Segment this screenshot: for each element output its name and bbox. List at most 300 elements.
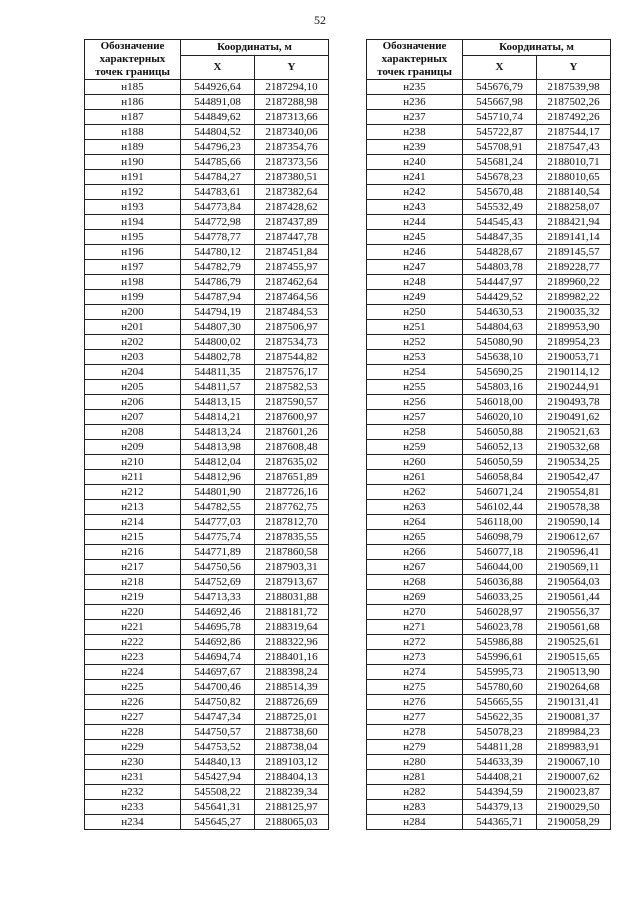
x-coordinate-cell: 545678,23 (463, 170, 537, 185)
x-coordinate-cell: 546028,97 (463, 605, 537, 620)
x-coordinate-cell: 545427,94 (181, 770, 255, 785)
y-coordinate-cell: 2190590,14 (537, 515, 611, 530)
point-name-cell: н269 (367, 590, 463, 605)
table-row (85, 290, 329, 305)
x-coordinate-cell: 544784,27 (181, 170, 255, 185)
y-coordinate-cell: 2190513,90 (537, 665, 611, 680)
x-coordinate-cell: 544692,46 (181, 605, 255, 620)
y-header: Y (537, 55, 611, 79)
point-name-cell: н192 (85, 185, 181, 200)
x-header: X (463, 55, 537, 79)
table-row (367, 275, 611, 290)
table-row (85, 590, 329, 605)
y-coordinate-cell: 2187382,64 (255, 185, 329, 200)
y-coordinate-cell: 2189145,57 (537, 245, 611, 260)
point-name-cell: н266 (367, 545, 463, 560)
point-name-cell: н206 (85, 395, 181, 410)
x-coordinate-cell: 544772,98 (181, 215, 255, 230)
y-coordinate-cell: 2188010,65 (537, 170, 611, 185)
table-row (85, 95, 329, 110)
x-coordinate-cell: 544813,98 (181, 440, 255, 455)
x-coordinate-cell: 546098,79 (463, 530, 537, 545)
table-row (85, 395, 329, 410)
y-coordinate-cell: 2187913,67 (255, 575, 329, 590)
table-row (367, 755, 611, 770)
point-name-cell: н231 (85, 770, 181, 785)
table-row (367, 260, 611, 275)
table-row (367, 95, 611, 110)
y-coordinate-cell: 2190244,91 (537, 380, 611, 395)
point-name-cell: н203 (85, 350, 181, 365)
x-coordinate-cell: 544697,67 (181, 665, 255, 680)
y-coordinate-cell: 2190532,68 (537, 440, 611, 455)
point-name-cell: н208 (85, 425, 181, 440)
table-row (85, 500, 329, 515)
y-coordinate-cell: 2187635,02 (255, 455, 329, 470)
y-header: Y (255, 55, 329, 79)
y-coordinate-cell: 2187462,64 (255, 275, 329, 290)
x-coordinate-cell: 546023,78 (463, 620, 537, 635)
x-header: X (181, 55, 255, 79)
table-row (367, 215, 611, 230)
x-coordinate-cell: 544747,34 (181, 710, 255, 725)
table-row (85, 230, 329, 245)
point-name-cell: н251 (367, 320, 463, 335)
y-coordinate-cell: 2187544,82 (255, 350, 329, 365)
point-name-cell: н185 (85, 80, 181, 95)
x-coordinate-cell: 544545,43 (463, 215, 537, 230)
table-row (85, 155, 329, 170)
table-row (85, 365, 329, 380)
x-coordinate-cell: 544840,13 (181, 755, 255, 770)
coordinates-header: Координаты, м (463, 40, 611, 56)
y-coordinate-cell: 2187651,89 (255, 470, 329, 485)
table-row (367, 185, 611, 200)
y-coordinate-cell: 2188010,71 (537, 155, 611, 170)
x-coordinate-cell: 546052,13 (463, 440, 537, 455)
point-name-cell: н237 (367, 110, 463, 125)
y-coordinate-cell: 2190053,71 (537, 350, 611, 365)
table-row (85, 770, 329, 785)
point-name-cell: н267 (367, 560, 463, 575)
point-name-cell: н188 (85, 125, 181, 140)
x-coordinate-cell: 545667,98 (463, 95, 537, 110)
x-coordinate-cell: 544828,67 (463, 245, 537, 260)
x-coordinate-cell: 544794,19 (181, 305, 255, 320)
y-coordinate-cell: 2187608,48 (255, 440, 329, 455)
point-name-cell: н223 (85, 650, 181, 665)
y-coordinate-cell: 2189954,23 (537, 335, 611, 350)
y-coordinate-cell: 2190534,25 (537, 455, 611, 470)
point-name-cell: н194 (85, 215, 181, 230)
y-coordinate-cell: 2188725,01 (255, 710, 329, 725)
table-row (85, 725, 329, 740)
y-coordinate-cell: 2187380,51 (255, 170, 329, 185)
table-row (85, 410, 329, 425)
y-coordinate-cell: 2187762,75 (255, 500, 329, 515)
table-row (85, 815, 329, 830)
table-row (85, 455, 329, 470)
table-row (85, 545, 329, 560)
x-coordinate-cell: 544630,53 (463, 305, 537, 320)
table-row (367, 560, 611, 575)
y-coordinate-cell: 2190264,68 (537, 680, 611, 695)
table-row (85, 800, 329, 815)
table-row (85, 620, 329, 635)
x-coordinate-cell: 545080,90 (463, 335, 537, 350)
x-coordinate-cell: 546044,00 (463, 560, 537, 575)
table-row (85, 485, 329, 500)
table-row (85, 575, 329, 590)
table-row (85, 350, 329, 365)
x-coordinate-cell: 545996,61 (463, 650, 537, 665)
point-name-cell: н276 (367, 695, 463, 710)
x-coordinate-cell: 546018,00 (463, 395, 537, 410)
x-coordinate-cell: 546036,88 (463, 575, 537, 590)
x-coordinate-cell: 546058,84 (463, 470, 537, 485)
table-row (367, 515, 611, 530)
x-coordinate-cell: 544713,33 (181, 590, 255, 605)
x-coordinate-cell: 545780,60 (463, 680, 537, 695)
x-coordinate-cell: 544773,84 (181, 200, 255, 215)
y-coordinate-cell: 2189141,14 (537, 230, 611, 245)
point-name-cell: н235 (367, 80, 463, 95)
table-row (367, 140, 611, 155)
point-name-cell: н254 (367, 365, 463, 380)
y-coordinate-cell: 2189960,22 (537, 275, 611, 290)
x-coordinate-cell: 545665,55 (463, 695, 537, 710)
y-coordinate-cell: 2190596,41 (537, 545, 611, 560)
y-coordinate-cell: 2187812,70 (255, 515, 329, 530)
x-coordinate-cell: 544775,74 (181, 530, 255, 545)
point-name-cell: н210 (85, 455, 181, 470)
x-coordinate-cell: 544752,69 (181, 575, 255, 590)
table-row (367, 305, 611, 320)
y-coordinate-cell: 2190029,50 (537, 800, 611, 815)
table-row (367, 590, 611, 605)
table-row (367, 635, 611, 650)
x-coordinate-cell: 544800,02 (181, 335, 255, 350)
table-row (85, 440, 329, 455)
x-coordinate-cell: 545532,49 (463, 200, 537, 215)
x-coordinate-cell: 544787,94 (181, 290, 255, 305)
y-coordinate-cell: 2187547,43 (537, 140, 611, 155)
x-coordinate-cell: 546033,25 (463, 590, 537, 605)
y-coordinate-cell: 2190007,62 (537, 770, 611, 785)
point-name-cell: н283 (367, 800, 463, 815)
x-coordinate-cell: 545710,74 (463, 110, 537, 125)
table-row (85, 740, 329, 755)
x-coordinate-cell: 544802,78 (181, 350, 255, 365)
point-name-cell: н217 (85, 560, 181, 575)
x-coordinate-cell: 544408,21 (463, 770, 537, 785)
point-name-cell: н242 (367, 185, 463, 200)
point-name-cell: н273 (367, 650, 463, 665)
point-name-cell: н225 (85, 680, 181, 695)
point-name-cell: н243 (367, 200, 463, 215)
x-coordinate-cell: 544783,61 (181, 185, 255, 200)
x-coordinate-cell: 544429,52 (463, 290, 537, 305)
y-coordinate-cell: 2190612,67 (537, 530, 611, 545)
table-row (85, 245, 329, 260)
y-coordinate-cell: 2190493,78 (537, 395, 611, 410)
y-coordinate-cell: 2188125,97 (255, 800, 329, 815)
y-coordinate-cell: 2188258,07 (537, 200, 611, 215)
y-coordinate-cell: 2190542,47 (537, 470, 611, 485)
y-coordinate-cell: 2187600,97 (255, 410, 329, 425)
table-row (85, 140, 329, 155)
x-coordinate-cell: 545995,73 (463, 665, 537, 680)
y-coordinate-cell: 2187313,66 (255, 110, 329, 125)
y-coordinate-cell: 2188726,69 (255, 695, 329, 710)
x-coordinate-cell: 545803,16 (463, 380, 537, 395)
table-row (367, 245, 611, 260)
y-coordinate-cell: 2189228,77 (537, 260, 611, 275)
table-row (85, 275, 329, 290)
point-name-cell: н198 (85, 275, 181, 290)
x-coordinate-cell: 544847,35 (463, 230, 537, 245)
table-row (367, 725, 611, 740)
x-coordinate-cell: 544695,78 (181, 620, 255, 635)
point-name-header: Обозначение характерных точек границы (85, 40, 181, 80)
point-name-cell: н275 (367, 680, 463, 695)
x-coordinate-cell: 544812,04 (181, 455, 255, 470)
table-row (367, 710, 611, 725)
y-coordinate-cell: 2190067,10 (537, 755, 611, 770)
table-row (367, 200, 611, 215)
point-name-cell: н240 (367, 155, 463, 170)
point-name-cell: н214 (85, 515, 181, 530)
point-name-cell: н200 (85, 305, 181, 320)
x-coordinate-cell: 544365,71 (463, 815, 537, 830)
point-name-cell: н239 (367, 140, 463, 155)
table-row (367, 770, 611, 785)
point-name-cell: н270 (367, 605, 463, 620)
x-coordinate-cell: 544777,03 (181, 515, 255, 530)
table-row (85, 260, 329, 275)
table-row (85, 755, 329, 770)
point-name-cell: н260 (367, 455, 463, 470)
coordinates-header: Координаты, м (181, 40, 329, 56)
point-name-cell: н226 (85, 695, 181, 710)
x-coordinate-cell: 545986,88 (463, 635, 537, 650)
y-coordinate-cell: 2188401,16 (255, 650, 329, 665)
y-coordinate-cell: 2190491,62 (537, 410, 611, 425)
y-coordinate-cell: 2189103,12 (255, 755, 329, 770)
y-coordinate-cell: 2189953,90 (537, 320, 611, 335)
y-coordinate-cell: 2187835,55 (255, 530, 329, 545)
table-row (367, 395, 611, 410)
x-coordinate-cell: 544812,96 (181, 470, 255, 485)
y-coordinate-cell: 2187544,17 (537, 125, 611, 140)
point-name-cell: н199 (85, 290, 181, 305)
y-coordinate-cell: 2187447,78 (255, 230, 329, 245)
point-name-cell: н187 (85, 110, 181, 125)
y-coordinate-cell: 2190114,12 (537, 365, 611, 380)
table-row (85, 635, 329, 650)
point-name-cell: н282 (367, 785, 463, 800)
y-coordinate-cell: 2190131,41 (537, 695, 611, 710)
point-name-cell: н186 (85, 95, 181, 110)
table-row (85, 605, 329, 620)
y-coordinate-cell: 2190525,61 (537, 635, 611, 650)
y-coordinate-cell: 2188404,13 (255, 770, 329, 785)
y-coordinate-cell: 2190561,68 (537, 620, 611, 635)
table-row (85, 470, 329, 485)
y-coordinate-cell: 2190554,81 (537, 485, 611, 500)
y-coordinate-cell: 2187576,17 (255, 365, 329, 380)
x-coordinate-cell: 545078,23 (463, 725, 537, 740)
table-row (367, 575, 611, 590)
point-name-cell: н244 (367, 215, 463, 230)
x-coordinate-cell: 546050,88 (463, 425, 537, 440)
point-name-cell: н190 (85, 155, 181, 170)
point-name-cell: н280 (367, 755, 463, 770)
y-coordinate-cell: 2187860,58 (255, 545, 329, 560)
point-name-cell: н278 (367, 725, 463, 740)
table-body-right (367, 80, 611, 830)
point-name-cell: н246 (367, 245, 463, 260)
x-coordinate-cell: 544801,90 (181, 485, 255, 500)
x-coordinate-cell: 545670,48 (463, 185, 537, 200)
point-name-cell: н202 (85, 335, 181, 350)
point-name-cell: н247 (367, 260, 463, 275)
y-coordinate-cell: 2190569,11 (537, 560, 611, 575)
point-name-cell: н191 (85, 170, 181, 185)
x-coordinate-cell: 544771,89 (181, 545, 255, 560)
point-name-cell: н201 (85, 320, 181, 335)
point-name-cell: н218 (85, 575, 181, 590)
x-coordinate-cell: 544814,21 (181, 410, 255, 425)
point-name-cell: н281 (367, 770, 463, 785)
point-name-cell: н212 (85, 485, 181, 500)
y-coordinate-cell: 2189982,22 (537, 290, 611, 305)
point-name-header: Обозначение характерных точек границы (367, 40, 463, 80)
x-coordinate-cell: 545622,35 (463, 710, 537, 725)
table-row (367, 425, 611, 440)
table-row (367, 290, 611, 305)
y-coordinate-cell: 2187539,98 (537, 80, 611, 95)
point-name-cell: н253 (367, 350, 463, 365)
y-coordinate-cell: 2187582,53 (255, 380, 329, 395)
x-coordinate-cell: 544753,52 (181, 740, 255, 755)
y-coordinate-cell: 2187455,97 (255, 260, 329, 275)
y-coordinate-cell: 2187288,98 (255, 95, 329, 110)
x-coordinate-cell: 545722,87 (463, 125, 537, 140)
table-row (85, 320, 329, 335)
table-row (367, 455, 611, 470)
y-coordinate-cell: 2188239,34 (255, 785, 329, 800)
table-row (85, 170, 329, 185)
x-coordinate-cell: 544633,39 (463, 755, 537, 770)
table-row (85, 425, 329, 440)
point-name-cell: н256 (367, 395, 463, 410)
point-name-cell: н271 (367, 620, 463, 635)
y-coordinate-cell: 2189983,91 (537, 740, 611, 755)
y-coordinate-cell: 2190515,65 (537, 650, 611, 665)
table-row (85, 695, 329, 710)
point-name-cell: н224 (85, 665, 181, 680)
table-row (367, 125, 611, 140)
point-name-cell: н196 (85, 245, 181, 260)
table-row (85, 110, 329, 125)
x-coordinate-cell: 545708,91 (463, 140, 537, 155)
point-name-cell: н213 (85, 500, 181, 515)
y-coordinate-cell: 2187502,26 (537, 95, 611, 110)
table-row (85, 125, 329, 140)
y-coordinate-cell: 2190023,87 (537, 785, 611, 800)
table-row (367, 740, 611, 755)
point-name-cell: н261 (367, 470, 463, 485)
x-coordinate-cell: 544782,79 (181, 260, 255, 275)
x-coordinate-cell: 544811,35 (181, 365, 255, 380)
table-row (367, 815, 611, 830)
table-row (367, 470, 611, 485)
point-name-cell: н257 (367, 410, 463, 425)
point-name-cell: н234 (85, 815, 181, 830)
table-row (85, 185, 329, 200)
page-number: 52 (314, 13, 326, 27)
table-row (367, 485, 611, 500)
table-row (367, 605, 611, 620)
y-coordinate-cell: 2190556,37 (537, 605, 611, 620)
table-row (85, 215, 329, 230)
x-coordinate-cell: 545690,25 (463, 365, 537, 380)
point-name-cell: н264 (367, 515, 463, 530)
point-name-cell: н228 (85, 725, 181, 740)
point-name-cell: н229 (85, 740, 181, 755)
point-name-cell: н230 (85, 755, 181, 770)
table-row (367, 230, 611, 245)
table-row (367, 800, 611, 815)
table-row (367, 620, 611, 635)
point-name-cell: н272 (367, 635, 463, 650)
y-coordinate-cell: 2188181,72 (255, 605, 329, 620)
x-coordinate-cell: 544780,12 (181, 245, 255, 260)
table-row (85, 650, 329, 665)
table-row (367, 695, 611, 710)
table-row (85, 380, 329, 395)
y-coordinate-cell: 2187451,84 (255, 245, 329, 260)
x-coordinate-cell: 544811,28 (463, 740, 537, 755)
table-row (367, 110, 611, 125)
x-coordinate-cell: 544803,78 (463, 260, 537, 275)
x-coordinate-cell: 544804,52 (181, 125, 255, 140)
x-coordinate-cell: 544750,56 (181, 560, 255, 575)
point-name-cell: н277 (367, 710, 463, 725)
table-row (367, 320, 611, 335)
y-coordinate-cell: 2187601,26 (255, 425, 329, 440)
point-name-cell: н197 (85, 260, 181, 275)
table-row (85, 530, 329, 545)
y-coordinate-cell: 2187492,26 (537, 110, 611, 125)
table-row (85, 680, 329, 695)
point-name-cell: н222 (85, 635, 181, 650)
y-coordinate-cell: 2187726,16 (255, 485, 329, 500)
y-coordinate-cell: 2188421,94 (537, 215, 611, 230)
point-name-cell: н220 (85, 605, 181, 620)
point-name-cell: н265 (367, 530, 463, 545)
y-coordinate-cell: 2190564,03 (537, 575, 611, 590)
point-name-cell: н250 (367, 305, 463, 320)
y-coordinate-cell: 2188065,03 (255, 815, 329, 830)
point-name-cell: н207 (85, 410, 181, 425)
table-row (367, 680, 611, 695)
table-row (367, 665, 611, 680)
point-name-cell: н204 (85, 365, 181, 380)
y-coordinate-cell: 2190561,44 (537, 590, 611, 605)
table-row (85, 305, 329, 320)
